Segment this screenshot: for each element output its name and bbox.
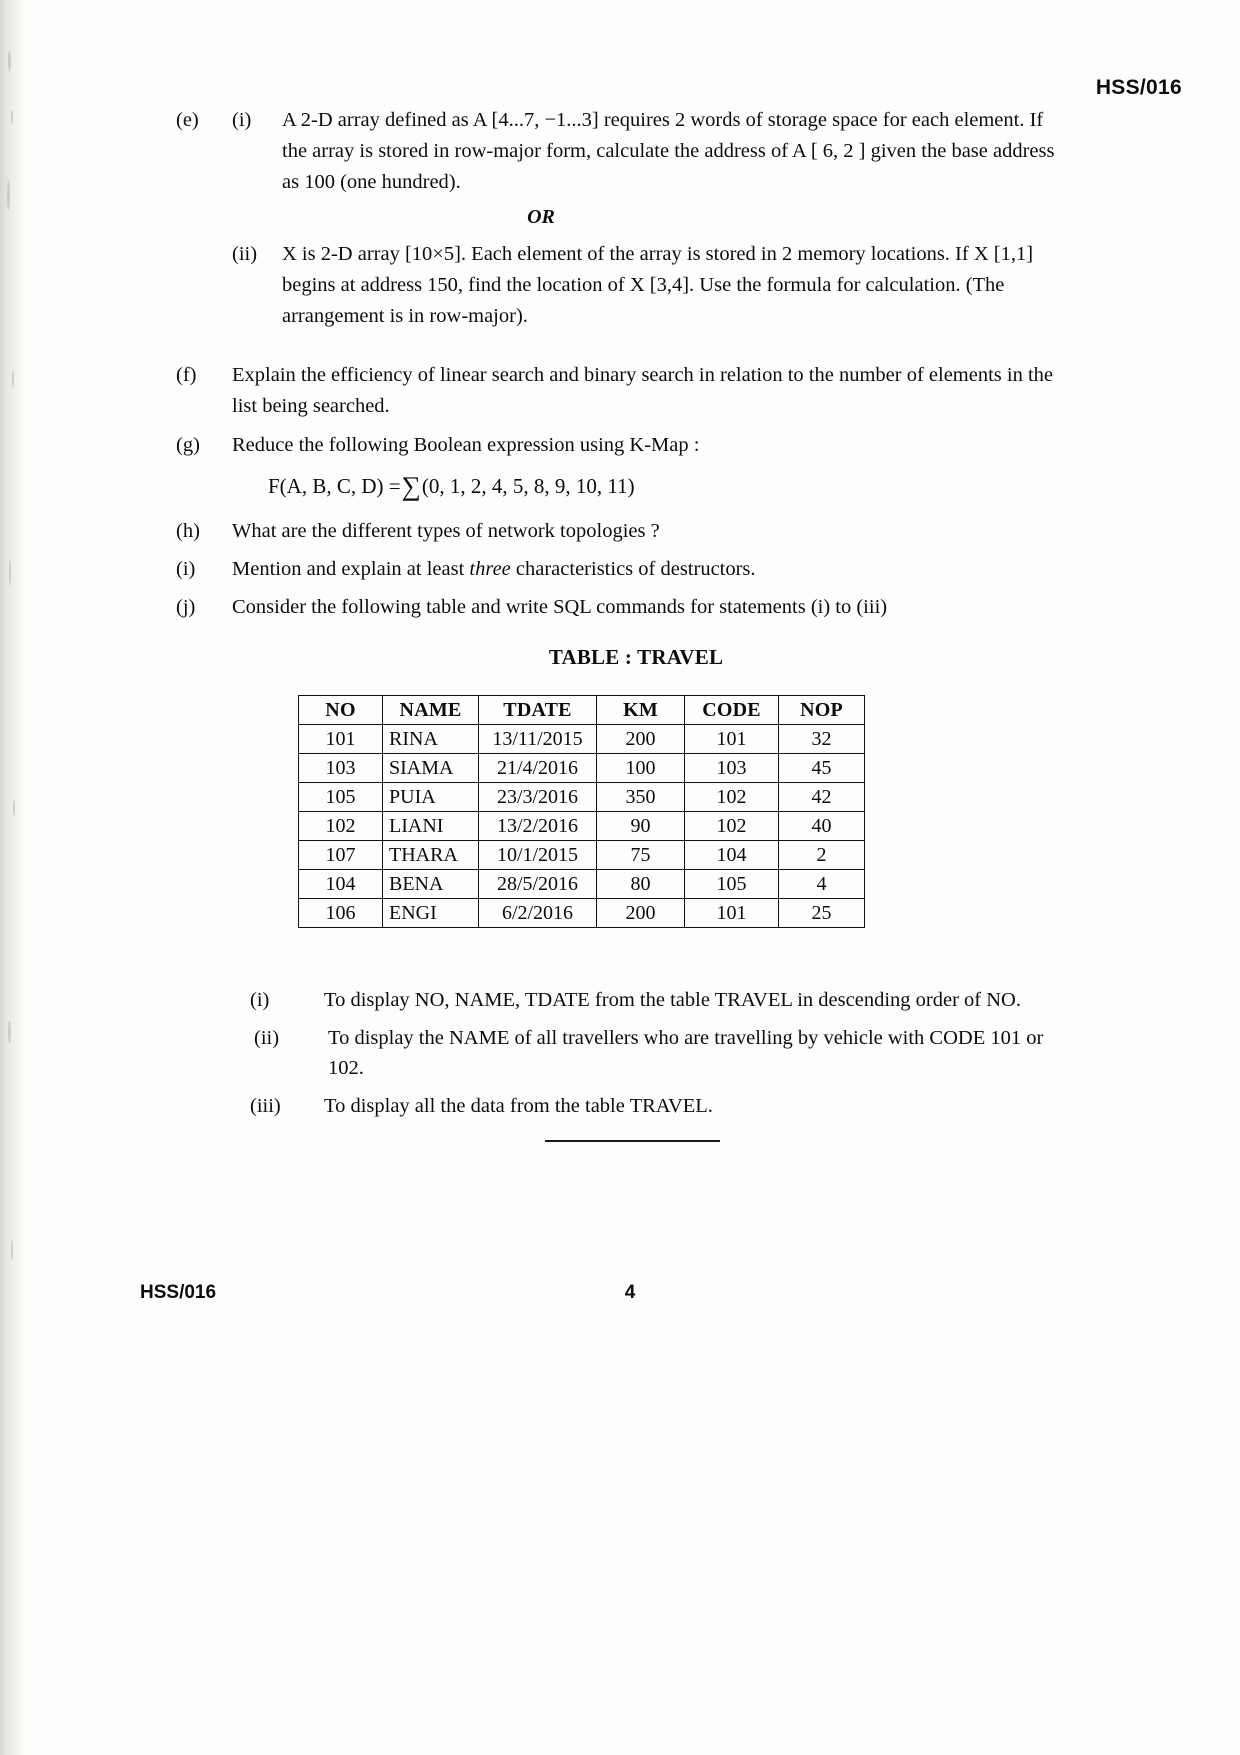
question-j-label: (j) bbox=[176, 596, 196, 618]
cell-tdate: 23/3/2016 bbox=[479, 783, 597, 812]
question-j bbox=[176, 592, 1066, 629]
travel-table-container bbox=[298, 695, 865, 928]
question-f-label: (f) bbox=[176, 364, 197, 386]
sql-sub-question-i-label: (i) bbox=[250, 989, 270, 1011]
question-f-text: Explain the efficiency of linear search and binary search in relation to the number of elements in the list being searched. bbox=[232, 364, 1054, 417]
question-i-emphasis-word: three bbox=[469, 558, 511, 580]
column-header-name: NAME bbox=[383, 696, 479, 725]
cell-name: RINA bbox=[383, 725, 479, 754]
cell-nop: 42 bbox=[779, 783, 865, 812]
cell-name: BENA bbox=[383, 870, 479, 899]
cell-name: LIANI bbox=[383, 812, 479, 841]
cell-tdate: 21/4/2016 bbox=[479, 754, 597, 783]
column-header-km: KM bbox=[597, 696, 685, 725]
summation-sigma-symbol: ∑ bbox=[401, 471, 421, 501]
question-e-sub-i bbox=[176, 105, 1056, 198]
question-e-sub-i-text: A 2-D array defined as A [4...7, −1...3] requires 2 words of storage space for each element. If the array is stored in row-major form, calculate the address of A [ 6, 2 ] given the base address as 100 (one hundred). bbox=[282, 109, 1055, 193]
question-e-sub-ii-label: (ii) bbox=[232, 243, 258, 265]
cell-no: 101 bbox=[299, 725, 383, 754]
question-e-sub-i-label: (i) bbox=[232, 109, 252, 131]
cell-no: 104 bbox=[299, 870, 383, 899]
question-e-sub-ii-text: X is 2-D array [10×5]. Each element of the array is stored in 2 memory locations. If X [1,1] begins at address 150, find the location of X [3,4]. Use the formula for calculation. (The arrangement is in row-major). bbox=[282, 243, 1034, 327]
sql-sub-questions bbox=[250, 985, 1060, 1129]
cell-code: 105 bbox=[685, 870, 779, 899]
cell-nop: 32 bbox=[779, 725, 865, 754]
cell-code: 101 bbox=[685, 899, 779, 928]
cell-no: 105 bbox=[299, 783, 383, 812]
column-header-code: CODE bbox=[685, 696, 779, 725]
question-g bbox=[176, 430, 1056, 505]
cell-km: 80 bbox=[597, 870, 685, 899]
cell-km: 75 bbox=[597, 841, 685, 870]
question-i-text-before: Mention and explain at least bbox=[232, 558, 470, 580]
question-e-sub-ii bbox=[232, 239, 1056, 332]
sql-sub-question-i bbox=[250, 985, 1060, 1015]
cell-km: 200 bbox=[597, 725, 685, 754]
scan-speckles bbox=[6, 40, 20, 1540]
cell-no: 106 bbox=[299, 899, 383, 928]
question-g-label: (g) bbox=[176, 434, 200, 456]
cell-nop: 4 bbox=[779, 870, 865, 899]
cell-name: SIAMA bbox=[383, 754, 479, 783]
cell-tdate: 6/2/2016 bbox=[479, 899, 597, 928]
cell-km: 90 bbox=[597, 812, 685, 841]
question-g-text: Reduce the following Boolean expression using K-Map : bbox=[232, 434, 700, 456]
sql-sub-question-i-text: To display NO, NAME, TDATE from the table TRAVEL in descending order of NO. bbox=[324, 989, 1021, 1011]
question-i-text bbox=[232, 554, 1056, 585]
sql-sub-question-iii-label: (iii) bbox=[250, 1095, 281, 1117]
cell-no: 103 bbox=[299, 754, 383, 783]
cell-name: ENGI bbox=[383, 899, 479, 928]
question-j-text: Consider the following table and write SQL commands for statements (i) to (iii) bbox=[232, 596, 888, 618]
cell-no: 107 bbox=[299, 841, 383, 870]
column-header-no: NO bbox=[299, 696, 383, 725]
question-h bbox=[176, 516, 1056, 553]
question-e-label: (e) bbox=[176, 109, 199, 131]
travel-table bbox=[298, 695, 865, 928]
table-row bbox=[299, 725, 865, 754]
question-h-label: (h) bbox=[176, 520, 200, 542]
boolean-expression-formula bbox=[176, 471, 1056, 501]
cell-km: 350 bbox=[597, 783, 685, 812]
cell-no: 102 bbox=[299, 812, 383, 841]
cell-nop: 2 bbox=[779, 841, 865, 870]
question-i-text-after: characteristics of destructors. bbox=[510, 558, 756, 580]
table-row bbox=[299, 783, 865, 812]
question-i-label: (i) bbox=[176, 558, 196, 580]
formula-minterm-list: (0, 1, 2, 4, 5, 8, 9, 10, 11) bbox=[421, 474, 635, 498]
cell-code: 102 bbox=[685, 783, 779, 812]
formula-left-hand-side: F(A, B, C, D) = bbox=[268, 474, 401, 498]
table-row bbox=[299, 812, 865, 841]
section-divider-rule bbox=[545, 1140, 720, 1142]
sql-sub-question-ii-text: To display the NAME of all travellers who are travelling by vehicle with CODE 101 or 102. bbox=[328, 1027, 1044, 1079]
cell-name: THARA bbox=[383, 841, 479, 870]
table-header-row bbox=[299, 696, 865, 725]
column-header-tdate: TDATE bbox=[479, 696, 597, 725]
sql-sub-question-ii-label: (ii) bbox=[254, 1027, 280, 1049]
table-row bbox=[299, 870, 865, 899]
cell-nop: 25 bbox=[779, 899, 865, 928]
cell-code: 103 bbox=[685, 754, 779, 783]
question-i bbox=[176, 554, 1056, 591]
table-row bbox=[299, 841, 865, 870]
cell-tdate: 10/1/2015 bbox=[479, 841, 597, 870]
travel-table-caption: TABLE : TRAVEL bbox=[548, 645, 724, 669]
table-body bbox=[299, 725, 865, 928]
sql-sub-question-iii bbox=[250, 1091, 1060, 1121]
cell-tdate: 13/11/2015 bbox=[479, 725, 597, 754]
cell-km: 100 bbox=[597, 754, 685, 783]
sql-sub-question-ii bbox=[250, 1023, 1060, 1083]
question-h-text: What are the different types of network topologies ? bbox=[232, 520, 660, 542]
cell-tdate: 28/5/2016 bbox=[479, 870, 597, 899]
cell-nop: 45 bbox=[779, 754, 865, 783]
footer-paper-code: HSS/016 bbox=[140, 1282, 217, 1303]
cell-code: 101 bbox=[685, 725, 779, 754]
cell-nop: 40 bbox=[779, 812, 865, 841]
footer-page-number: 4 bbox=[624, 1282, 636, 1303]
column-header-nop: NOP bbox=[779, 696, 865, 725]
question-f bbox=[176, 360, 1056, 428]
cell-code: 102 bbox=[685, 812, 779, 841]
cell-km: 200 bbox=[597, 899, 685, 928]
table-row bbox=[299, 754, 865, 783]
cell-tdate: 13/2/2016 bbox=[479, 812, 597, 841]
page-header-code: HSS/016 bbox=[1095, 76, 1182, 99]
question-e-or-separator: OR bbox=[527, 206, 555, 228]
table-row bbox=[299, 899, 865, 928]
cell-code: 104 bbox=[685, 841, 779, 870]
cell-name: PUIA bbox=[383, 783, 479, 812]
question-e bbox=[176, 105, 1056, 338]
sql-sub-question-iii-text: To display all the data from the table TRAVEL. bbox=[324, 1095, 713, 1117]
